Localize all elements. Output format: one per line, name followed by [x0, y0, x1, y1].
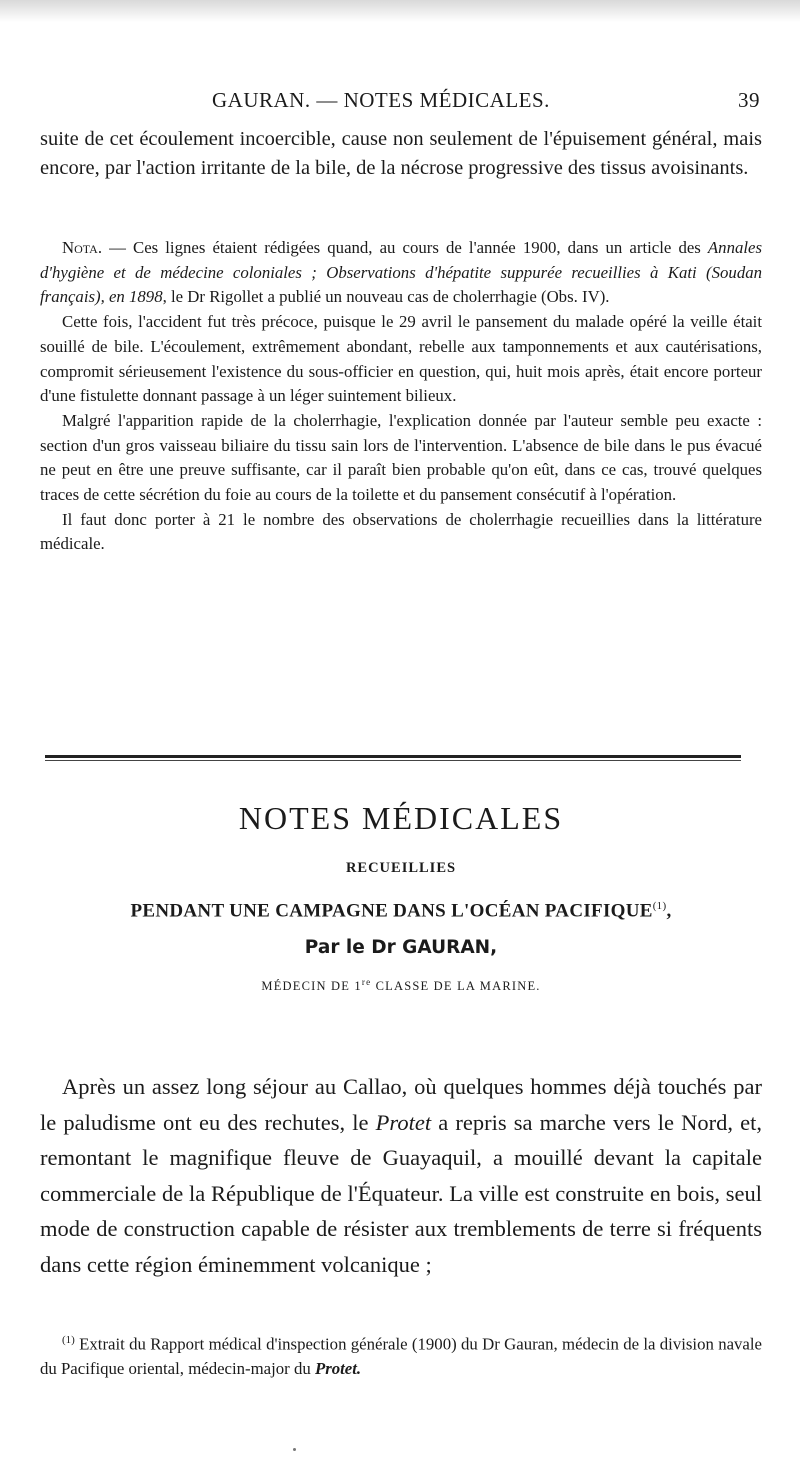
author-rank — [40, 977, 762, 994]
author-rank-sup: re — [361, 977, 372, 987]
nota-paragraph-1 — [40, 236, 762, 310]
footnote — [40, 1328, 762, 1381]
section-rule-thick — [45, 755, 741, 758]
scan-speck — [293, 1448, 296, 1451]
body-text-b: a repris sa marche vers le Nord, et, remontant le magnifique fleuve de Guayaquil, a mouillé devant la capitale commerciale de la République de l'Équateur. La ville est construite en bois, seul mode de construction capable de résister aux tremblements de terre si fréquents dans cette région éminemment volcanique ; — [40, 1109, 762, 1277]
footnote-ship-name: Protet. — [314, 1358, 362, 1378]
footnote-reference: (1) — [652, 900, 667, 912]
article-title: NOTES MÉDICALES — [238, 800, 564, 836]
nota-citation: Annales d'hygiène et de médecine coloniales ; Observations d'hépatite suppurée recueillies à Kati (Soudan français), en 1898 — [40, 238, 762, 307]
page-number: 39 — [738, 88, 760, 112]
running-head-title: GAURAN. — NOTES MÉDICALES. — [212, 88, 550, 112]
nota-paragraph-2: Cette fois, l'accident fut très précoce, puisque le 29 avril le pansement du malade opéré la veille était souillé de bile. L'écoulement, extrêmement abondant, rebelle aux tamponnements et aux cautérisations, compromit sérieusement l'existence du sous-officier en question, qui, huit mois après, était encore porteur d'une fistulette donnant passage à un léger suintement bilieux. — [40, 312, 762, 406]
body-text-a: Après un assez long séjour au Callao, où quelques hommes déjà touchés par le paludisme ont eu des rechutes, le — [40, 1074, 762, 1135]
footnote-text: Extrait du Rapport médical d'inspection générale (1900) du Dr Gauran, médecin de la division navale du Pacifique oriental, médecin-major du — [40, 1334, 762, 1378]
ship-name: Protet — [375, 1109, 432, 1135]
nota-section — [40, 236, 762, 557]
footnote-mark: (1) — [62, 1334, 75, 1346]
nota-paragraph-4: Il faut donc porter à 21 le nombre des observations de cholerrhagie recueillies dans la littérature médicale. — [40, 509, 762, 554]
continued-paragraph: suite de cet écoulement incoercible, cause non seulement de l'épuisement général, mais encore, par l'action irritante de la bile, de la nécrose progressive des tissus avoisinants. — [40, 128, 762, 179]
nota-text-b: , le Dr Rigollet a publié un nouveau cas de cholerrhagie (Obs. IV). — [162, 287, 610, 307]
article-subtitle-2-end: , — [666, 900, 672, 922]
scan-top-edge — [0, 0, 800, 22]
nota-paragraph-3: Malgré l'apparition rapide de la cholerrhagie, l'explication donnée par l'auteur semble peu exacte : section d'un gros vaisseau biliaire du tissu sain lors de l'intervention. L'absence de bile dans le pus évacué ne peut en être une preuve suffisante, car il paraît bien probable qu'on eût, dans ce cas, trouvé quelques traces de cette sécrétion du foie au cours de la toilette et du pansement consécutif à l'opération. — [40, 410, 762, 505]
running-head — [40, 88, 760, 118]
nota-label: Nota. — [62, 238, 103, 257]
author-rank-a: MÉDECIN DE 1 — [261, 979, 362, 994]
section-rule-thin — [45, 760, 741, 761]
article-subtitle-2 — [40, 900, 762, 922]
nota-text-a: — Ces lignes étaient rédigées quand, au cours de l'année 1900, dans un article des — [102, 238, 708, 257]
body-paragraph — [40, 1069, 762, 1283]
author-rank-b: CLASSE DE LA MARINE. — [371, 979, 541, 994]
article-subtitle: RECUEILLIES — [345, 860, 457, 876]
article-author: Par le Dr GAURAN, — [304, 937, 498, 958]
article-subtitle-2-text: PENDANT UNE CAMPAGNE DANS L'OCÉAN PACIFIQUE — [130, 900, 653, 922]
